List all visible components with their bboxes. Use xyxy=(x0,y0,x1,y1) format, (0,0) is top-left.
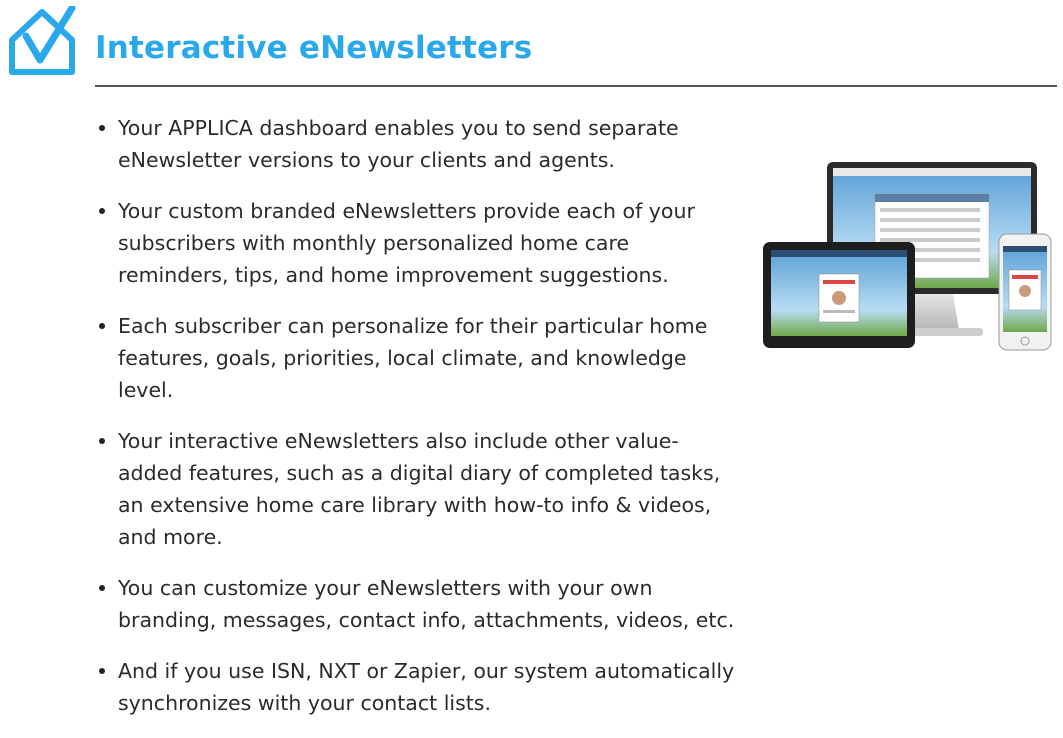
list-item: Your interactive eNewsletters also include other value-added features, such as a digital diary of completed tasks, an extensive home care library with how-to info & videos, and more. xyxy=(96,425,736,553)
list-item: Each subscriber can personalize for their particular home features, goals, priorities, local climate, and knowledge level. xyxy=(96,310,736,406)
list-item: Your APPLICA dashboard enables you to send separate eNewsletter versions to your clients and agents. xyxy=(96,112,736,176)
list-item: Your custom branded eNewsletters provide each of your subscribers with monthly personalized home care reminders, tips, and home improvement suggestions. xyxy=(96,195,736,291)
page-title: Interactive eNewsletters xyxy=(95,30,533,66)
feature-list xyxy=(96,112,736,738)
list-item: You can customize your eNewsletters with your own branding, messages, contact info, attachments, videos, etc. xyxy=(96,572,736,636)
list-item: And if you use ISN, NXT or Zapier, our system automatically synchronizes with your contact lists. xyxy=(96,655,736,719)
devices-illustration xyxy=(763,158,1055,354)
tablet-image xyxy=(763,242,915,348)
house-checkmark-icon xyxy=(6,6,78,78)
phone-image xyxy=(999,234,1051,350)
title-divider xyxy=(95,85,1057,87)
